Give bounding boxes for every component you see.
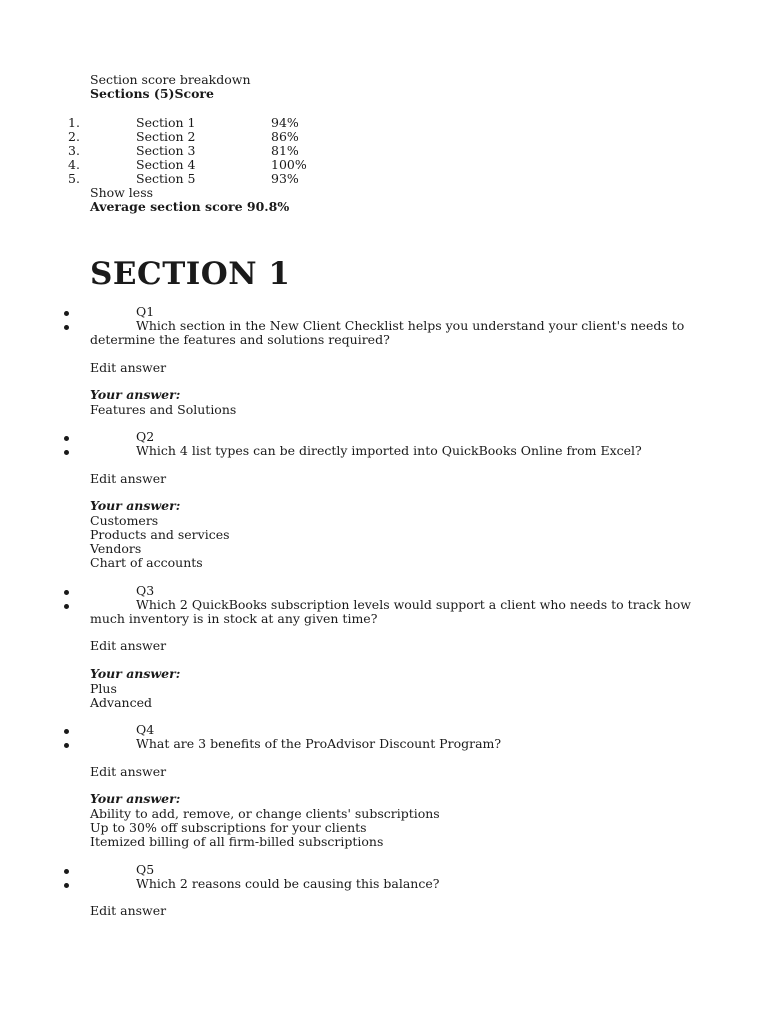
row-section: Section 2: [136, 129, 196, 144]
row-number: 3.: [68, 143, 80, 158]
question-text: Which 2 QuickBooks subscription levels would support a client who needs to track how: [136, 597, 691, 612]
edit-answer-link[interactable]: Edit answer: [90, 638, 167, 653]
bullet-icon: [64, 743, 69, 748]
section-heading: SECTION 1: [90, 256, 291, 292]
question-text: What are 3 benefits of the ProAdvisor Discount Program?: [136, 736, 502, 751]
question-id: Q5: [136, 862, 155, 877]
row-number: 5.: [68, 171, 80, 186]
answer-item: Up to 30% off subscriptions for your clients: [90, 820, 367, 835]
edit-answer-link[interactable]: Edit answer: [90, 360, 167, 375]
row-score: 86%: [271, 129, 299, 144]
bullet-icon: [64, 729, 69, 734]
score-row: [0, 144, 768, 158]
breakdown-header: Sections (5)Score: [90, 86, 214, 101]
answer-item: Chart of accounts: [90, 555, 203, 570]
bullet-icon: [64, 436, 69, 441]
bullet-icon: [64, 883, 69, 888]
answer-item: Itemized billing of all firm-billed subscriptions: [90, 834, 384, 849]
question-text: Which 2 reasons could be causing this balance?: [136, 876, 440, 891]
bullet-icon: [64, 590, 69, 595]
question-id: Q3: [136, 583, 155, 598]
row-section: Section 5: [136, 171, 196, 186]
edit-answer-link[interactable]: Edit answer: [90, 764, 167, 779]
your-answer-label: Your answer:: [90, 387, 181, 402]
answer-item: Advanced: [90, 695, 152, 710]
question-id: Q4: [136, 722, 155, 737]
row-section: Section 1: [136, 115, 196, 130]
answer-item: Plus: [90, 681, 117, 696]
answer-item: Customers: [90, 513, 159, 528]
breakdown-title: Section score breakdown: [90, 72, 251, 87]
your-answer-label: Your answer:: [90, 666, 181, 681]
row-section: Section 3: [136, 143, 196, 158]
row-score: 100%: [271, 157, 307, 172]
answer-item: Vendors: [90, 541, 142, 556]
bullet-icon: [64, 604, 69, 609]
edit-answer-link[interactable]: Edit answer: [90, 903, 167, 918]
score-row: [0, 130, 768, 144]
answer-item: Features and Solutions: [90, 402, 237, 417]
row-score: 94%: [271, 115, 299, 130]
row-score: 81%: [271, 143, 299, 158]
bullet-icon: [64, 325, 69, 330]
row-number: 2.: [68, 129, 80, 144]
average-score: Average section score 90.8%: [90, 199, 290, 214]
question-id: Q2: [136, 429, 155, 444]
your-answer-label: Your answer:: [90, 498, 181, 513]
edit-answer-link[interactable]: Edit answer: [90, 471, 167, 486]
question-text-continued: much inventory is in stock at any given time?: [90, 611, 378, 626]
bullet-icon: [64, 869, 69, 874]
your-answer-label: Your answer:: [90, 791, 181, 806]
question-id: Q1: [136, 304, 155, 319]
answer-item: Ability to add, remove, or change clients' subscriptions: [90, 806, 440, 821]
row-section: Section 4: [136, 157, 196, 172]
question-text-continued: determine the features and solutions required?: [90, 332, 390, 347]
row-number: 4.: [68, 157, 80, 172]
bullet-icon: [64, 450, 69, 455]
row-score: 93%: [271, 171, 299, 186]
question-text: Which section in the New Client Checklist helps you understand your client's needs to: [136, 318, 685, 333]
score-row: [0, 116, 768, 130]
row-number: 1.: [68, 115, 80, 130]
answer-item: Products and services: [90, 527, 230, 542]
bullet-icon: [64, 311, 69, 316]
score-row: [0, 158, 768, 172]
score-row: [0, 172, 768, 186]
question-text: Which 4 list types can be directly imported into QuickBooks Online from Excel?: [136, 443, 642, 458]
show-less-link[interactable]: Show less: [90, 185, 154, 200]
